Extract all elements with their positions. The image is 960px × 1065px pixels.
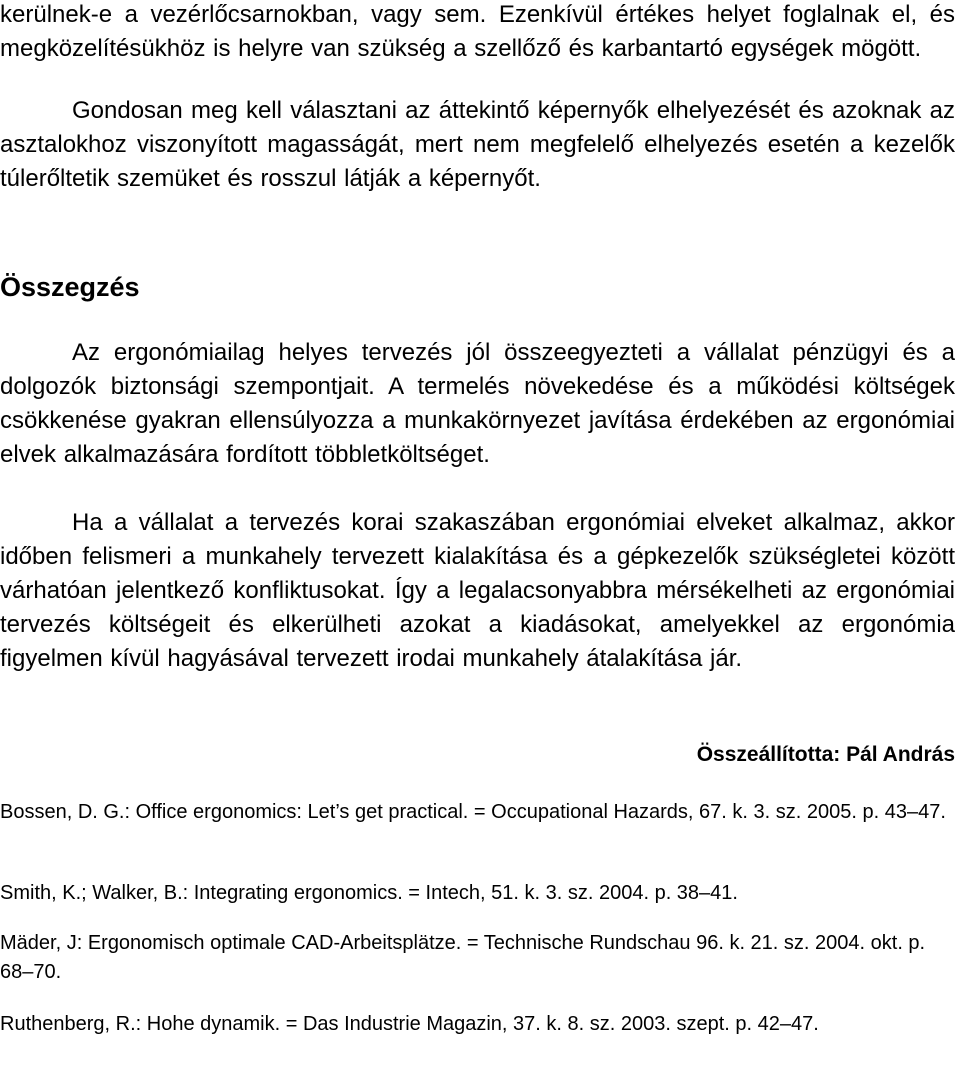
reference-item: Bossen, D. G.: Office ergonomics: Let’s get practical. = Occupational Hazards, 67. k. 3. sz. 2005. p. 43–47. bbox=[0, 801, 946, 823]
reference-item: Ruthenberg, R.: Hohe dynamik. = Das Industrie Magazin, 37. k. 8. sz. 2003. szept. p. 42–47. bbox=[0, 1013, 819, 1035]
body-paragraph: kerülnek-e a vezérlőcsarnokban, vagy sem. Ezenkívül értékes helyet foglalnak el, és megközelítésükhöz is helyre van szükség a szellőző és karbantartó egységek mögött. bbox=[0, 1, 955, 62]
summary-paragraph: Az ergonómiailag helyes tervezés jól összeegyezteti a vállalat pénzügyi és a dolgozók biztonsági szempontjait. A termelés növekedése és a működési költségek csökkenése gyakran ellensúlyozza a munkakörnyezet javítása érdekében az ergonómiai elvek alkalmazására fordított többletköltséget. bbox=[0, 339, 955, 468]
author-credit: Összeállította: Pál András bbox=[696, 743, 955, 766]
reference-item: Mäder, J: Ergonomisch optimale CAD-Arbeitsplätze. = Technische Rundschau 96. k. 21. sz. 2004. okt. p. 68–70. bbox=[0, 932, 926, 983]
reference-item: Smith, K.; Walker, B.: Integrating ergonomics. = Intech, 51. k. 3. sz. 2004. p. 38–41. bbox=[0, 882, 738, 904]
body-paragraph: Gondosan meg kell választani az áttekintő képernyők elhelyezését és azoknak az asztalokhoz viszonyított magasságát, mert nem megfelelő elhelyezés esetén a kezelők túlerőltetik szemüket és rosszul látják a képernyőt. bbox=[0, 97, 955, 192]
summary-paragraph: Ha a vállalat a tervezés korai szakaszában ergonómiai elveket alkalmaz, akkor időben felismeri a munkahely tervezett kialakítása és a gépkezelők szükségletei között várhatóan jelentkező konfliktusokat. Így a legalacsonyabbra mérsékelheti az ergonómiai tervezés költségeit és elkerülheti azokat a kiadásokat, amelyekkel az ergonómia figyelmen kívül hagyásával tervezett irodai munkahely átalakítása jár. bbox=[0, 509, 955, 672]
section-heading: Összegzés bbox=[0, 272, 140, 302]
